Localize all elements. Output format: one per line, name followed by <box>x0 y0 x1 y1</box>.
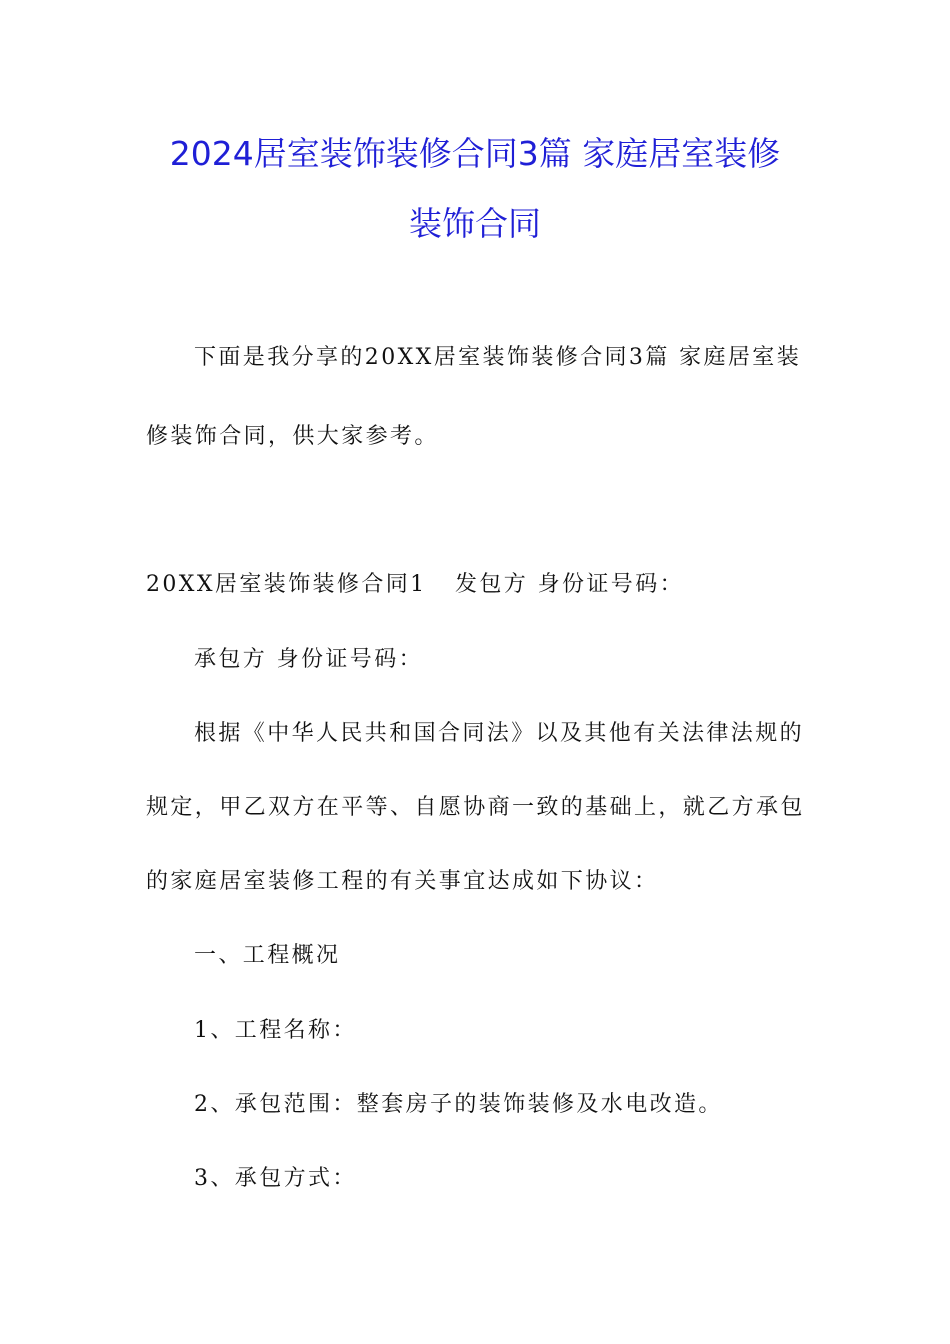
list-item-project-name: 1、工程名称： <box>194 1018 357 1043</box>
list-item-contract-scope: 2、承包范围：整套房子的装饰装修及水电改造。 <box>194 1092 723 1117</box>
document-title-line-2: 装饰合同 <box>409 204 541 243</box>
intro-paragraph-line-1: 下面是我分享的20XX居室装饰装修合同3篇 家庭居室装 <box>194 345 802 370</box>
list-item-contract-method: 3、承包方式： <box>194 1166 357 1191</box>
contract-heading: 20XX居室装饰装修合同1 <box>146 572 427 597</box>
basis-paragraph-line-1: 根据《中华人民共和国合同法》以及其他有关法律法规的 <box>194 721 805 746</box>
party-a-id-line: 发包方 身份证号码： <box>455 572 684 597</box>
basis-paragraph-line-3: 的家庭居室装修工程的有关事宜达成如下协议： <box>146 869 659 894</box>
document-title-line-1: 2024居室装饰装修合同3篇 家庭居室装修 <box>169 134 781 173</box>
basis-paragraph-line-2: 规定，甲乙双方在平等、自愿协商一致的基础上，就乙方承包 <box>146 795 805 820</box>
party-b-id-line: 承包方 身份证号码： <box>194 647 423 672</box>
section-heading-project-overview: 一、工程概况 <box>194 943 341 968</box>
intro-paragraph-line-2: 修装饰合同，供大家参考。 <box>146 424 439 449</box>
